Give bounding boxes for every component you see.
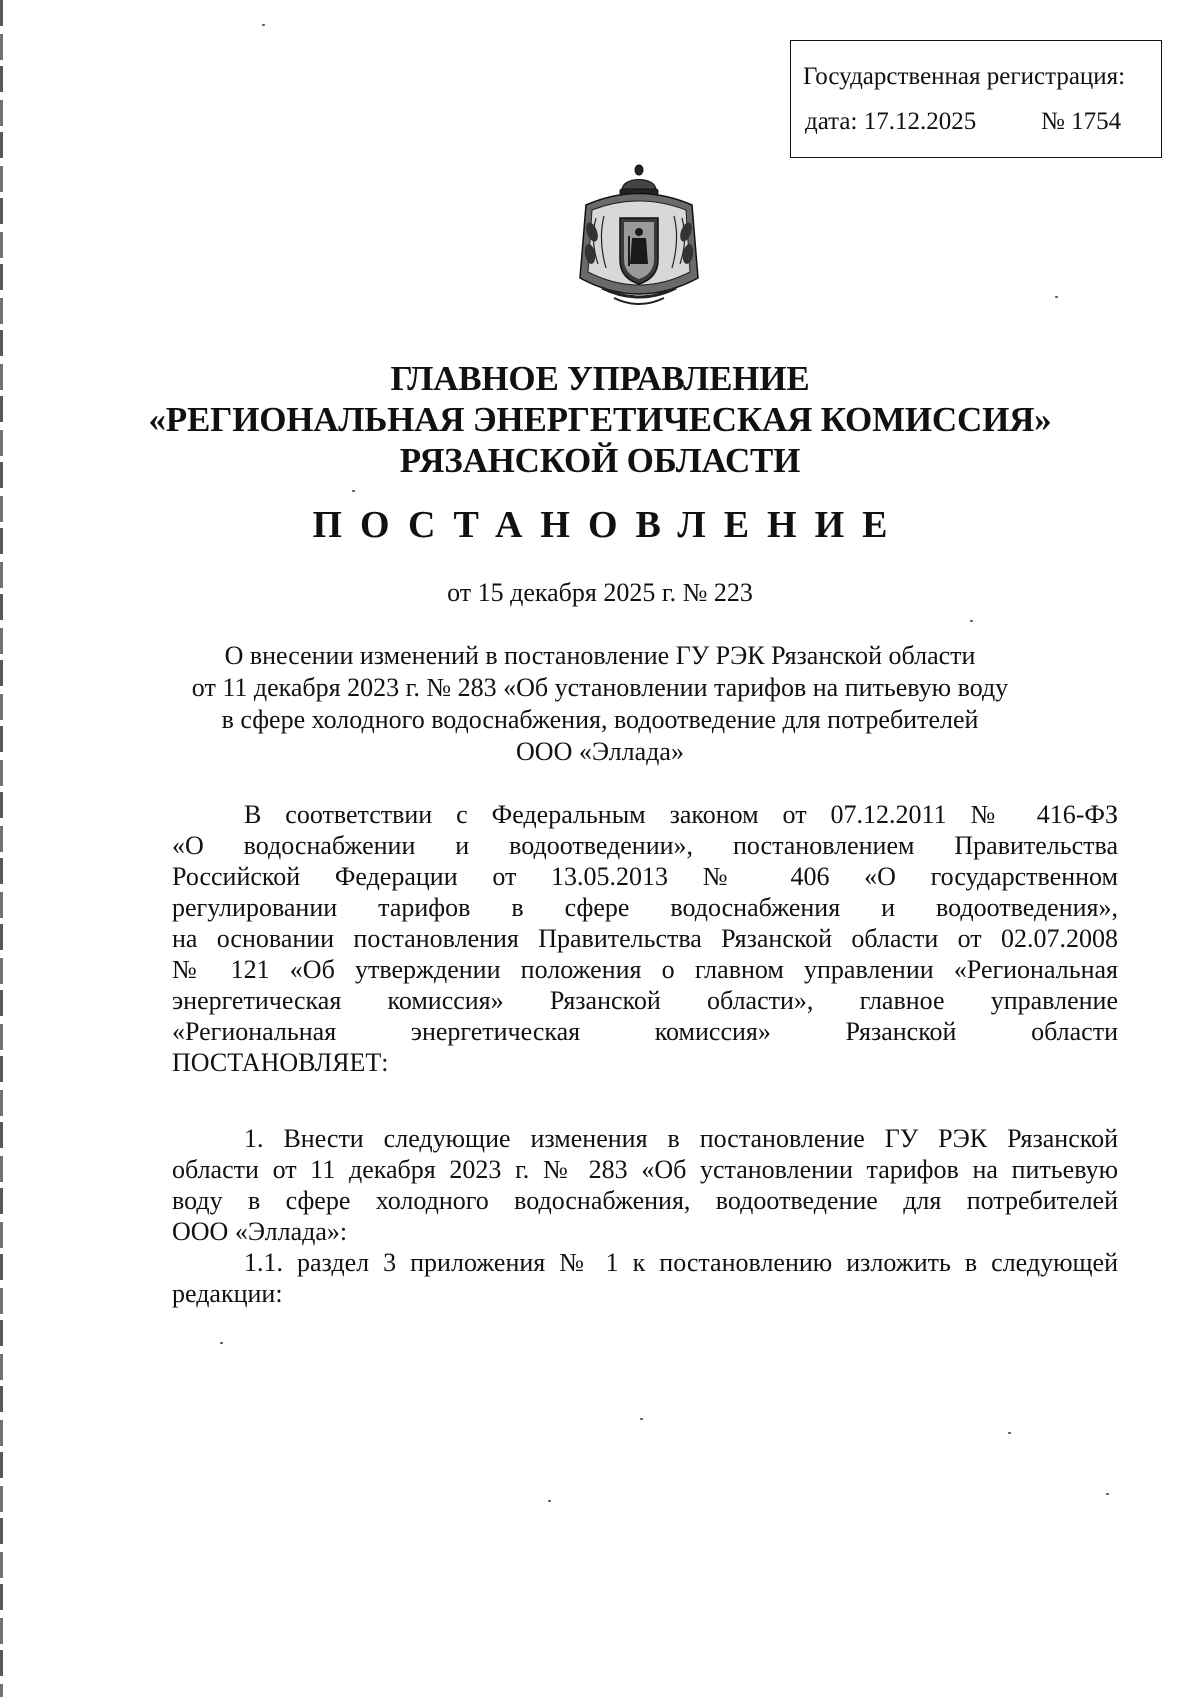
preamble-line: Российской Федерации от 13.05.2013 № 406 «О государственном: [172, 862, 1118, 891]
registration-number: № 1754: [1041, 108, 1122, 135]
scan-speck: [262, 24, 265, 26]
item-line: 1. Внести следующие изменения в постановление ГУ РЭК Рязанской: [244, 1124, 1118, 1153]
subject-line: в сфере холодного водоснабжения, водоотведение для потребителей: [221, 705, 979, 734]
preamble-line: «Региональная энергетическая комиссия» Рязанской области: [172, 1017, 1118, 1046]
document-type-heading: ПОСТАНОВЛЕНИЕ: [312, 504, 906, 546]
document-subject: [150, 640, 1050, 768]
scan-speck: [352, 490, 355, 492]
scan-edge-marks: [0, 0, 3, 1697]
preamble-line: на основании постановления Правительства Рязанской области от 02.07.2008: [172, 924, 1118, 953]
scan-speck: [640, 1418, 643, 1420]
organization-line-3: РЯЗАНСКОЙ ОБЛАСТИ: [399, 441, 801, 480]
registration-date: дата: 17.12.2025: [805, 108, 977, 135]
item-line: 1.1. раздел 3 приложения № 1 к постановлению изложить в следующей: [244, 1248, 1118, 1277]
scan-speck: [1055, 296, 1058, 298]
document-date-number: от 15 декабря 2025 г. № 223: [447, 578, 753, 607]
scan-speck: [1008, 1432, 1011, 1434]
subject-line: от 11 декабря 2023 г. № 283 «Об установлении тарифов на питьевую воду: [191, 673, 1009, 702]
registration-stamp: [790, 40, 1162, 158]
scan-speck: [1106, 1493, 1109, 1495]
preamble-line: ПОСТАНОВЛЯЕТ:: [172, 1048, 389, 1077]
preamble-line: регулировании тарифов в сфере водоснабжения и водоотведения»,: [172, 893, 1118, 922]
subject-line: ООО «Эллада»: [516, 737, 684, 766]
scan-speck: [220, 1342, 223, 1344]
item-line: области от 11 декабря 2023 г. № 283 «Об установлении тарифов на питьевую: [172, 1155, 1118, 1184]
item-line: ООО «Эллада»:: [172, 1217, 348, 1246]
preamble-line: В соответствии с Федеральным законом от 07.12.2011 № 416-ФЗ: [244, 800, 1118, 829]
ryazan-coat-of-arms-icon: [566, 160, 712, 312]
preamble-line: № 121 «Об утверждении положения о главном управлении «Региональная: [172, 955, 1118, 984]
scan-speck: [970, 620, 973, 622]
preamble-paragraph: [172, 799, 1118, 1078]
subject-line: О внесении изменений в постановление ГУ РЭК Рязанской области: [224, 641, 976, 670]
preamble-line: энергетическая комиссия» Рязанской области», главное управление: [172, 986, 1118, 1015]
registration-title: Государственная регистрация:: [803, 63, 1126, 90]
organization-line-2: «РЕГИОНАЛЬНАЯ ЭНЕРГЕТИЧЕСКАЯ КОМИССИЯ»: [148, 400, 1052, 439]
preamble-line: «О водоснабжении и водоотведении», постановлением Правительства: [172, 831, 1118, 860]
organization-line-1: ГЛАВНОЕ УПРАВЛЕНИЕ: [390, 359, 810, 398]
item-line: воду в сфере холодного водоснабжения, водоотведение для потребителей: [172, 1186, 1118, 1215]
scan-speck: [548, 1500, 551, 1502]
item-line: редакции:: [172, 1279, 283, 1308]
item-1-paragraph: [172, 1123, 1118, 1309]
